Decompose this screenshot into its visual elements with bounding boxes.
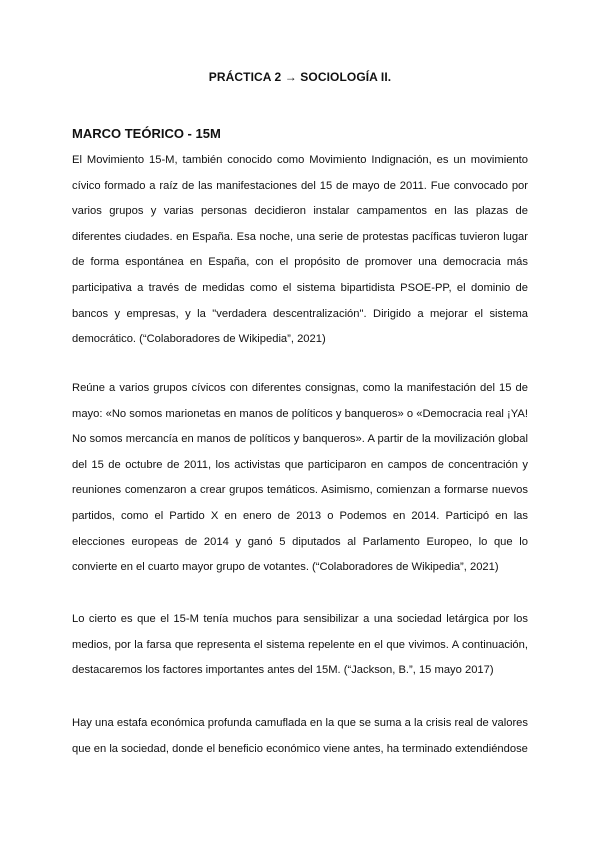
paragraph: Reúne a varios grupos cívicos con diferentes consignas, como la manifestación del 15 de mayo: «No somos marionetas en manos de políticos y banqueros» o «Democracia real ¡YA! No somos mercancía en manos de políticos y banqueros». A partir de la movilización global del 15 de octubre de 2011, los activistas que participaron en campos de concentración y reuniones comenzaron a crear grupos temáticos. Asimismo, comienzan a formarse nuevos partidos, como el Partido X en enero de 2013 o Podemos en 2014. Participó en las elecciones europeas de 2014 y ganó 5 diputados al Parlamento Europeo, lo que lo convierte en el cuarto mayor grupo de votantes. (“Colaboradores de Wikipedia”, 2021) (72, 382, 528, 574)
paragraph: El Movimiento 15-M, también conocido como Movimiento Indignación, es un movimiento cívico formado a raíz de las manifestaciones del 15 de mayo de 2011. Fue convocado por varios grupos y varias personas decidieron instalar campamentos en las plazas de diferentes ciudades. en España. Esa noche, una serie de protestas pacíficas tuvieron lugar de forma espontánea en España, con el propósito de promover una democracia más participativa a través de medidas como el sistema bipartidista PSOE-PP, el dominio de bancos y empresas, y la "verdadera descentralización". Dirigido a mejorar el sistema democrático. (“Colaboradores de Wikipedia”, 2021) (72, 154, 528, 346)
document-title: PRÁCTICA 2 → SOCIOLOGÍA II. (208, 70, 392, 84)
paragraph: Hay una estafa económica profunda camuflada en la que se suma a la crisis real de valores que en la sociedad, donde el beneficio económico viene antes, ha terminado extendiéndose (72, 717, 528, 755)
paragraph: Lo cierto es que el 15-M tenía muchos para sensibilizar a una sociedad letárgica por los medios, por la farsa que representa el sistema repelente en el que vivimos. A continuación, destacaremos los factores importantes antes del 15M. (“Jackson, B.”, 15 mayo 2017) (72, 613, 528, 677)
section-heading: MARCO TEÓRICO - 15M (72, 126, 221, 141)
